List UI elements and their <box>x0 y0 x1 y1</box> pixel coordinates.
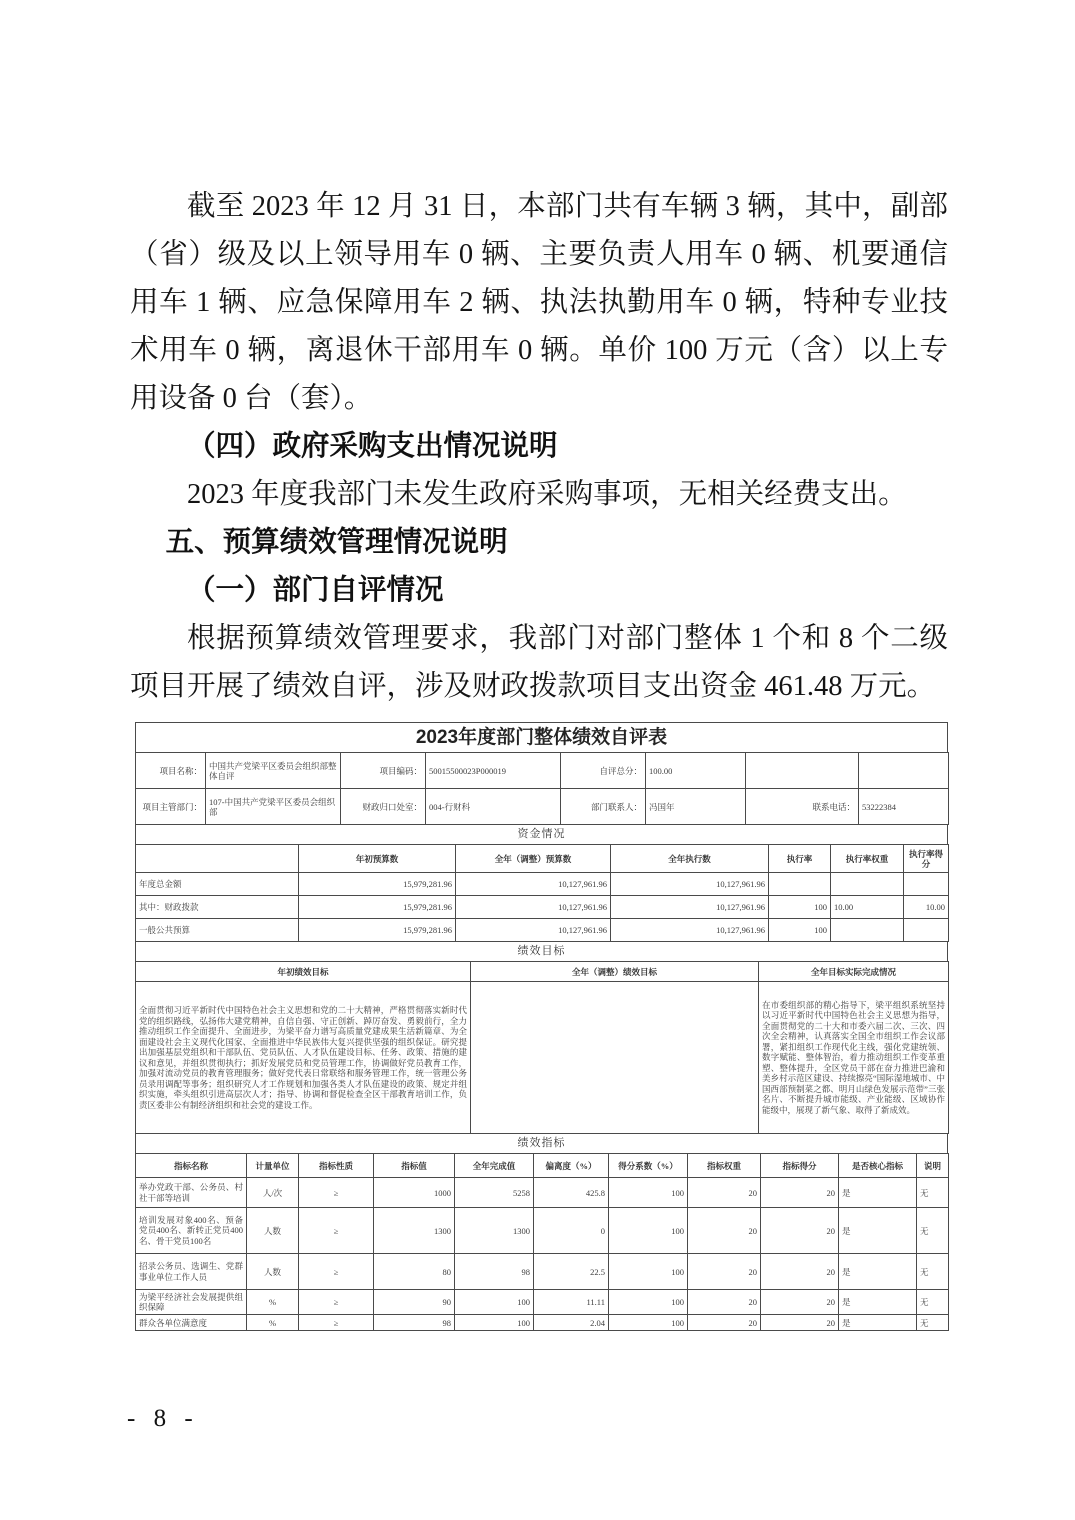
rate-score <box>904 919 949 942</box>
page-number: - 8 - <box>127 1405 199 1432</box>
paragraph-self-eval: 根据预算绩效管理要求，我部门对部门整体 1 个和 8 个二级项目开展了绩效自评，涉及财政拨款项目支出资金 461.48 万元。 <box>130 623 948 702</box>
goals-section-banner: 绩效目标 <box>135 942 948 961</box>
goals-header: 全年目标实际完成情况 <box>759 962 949 982</box>
project-code-value: 50015500023P000019 <box>426 753 561 789</box>
indicator-note: 无 <box>917 1254 949 1290</box>
indicator-coefficient: 100 <box>609 1290 688 1315</box>
funds-row-label: 其中：财政拨款 <box>136 896 299 919</box>
indicator-target: 1000 <box>374 1178 455 1208</box>
indicator-target: 90 <box>374 1290 455 1315</box>
dept-label: 项目主管部门： <box>136 789 206 825</box>
indicator-coefficient: 100 <box>609 1254 688 1290</box>
execution-rate: 100 <box>769 896 831 919</box>
indicator-completed: 5258 <box>455 1178 534 1208</box>
indicator-target: 1300 <box>374 1208 455 1254</box>
funds-row-label: 一般公共预算 <box>136 919 299 942</box>
indicator-name: 为梁平经济社会发展提供组织保障 <box>136 1290 247 1315</box>
self-evaluation-table <box>135 722 948 1331</box>
indicator-nature: ≥ <box>299 1254 374 1290</box>
contact-label: 部门联系人： <box>561 789 646 825</box>
initial-goal-text: 全面贯彻习近平新时代中国特色社会主义思想和党的二十大精神，严格贯彻落实新时代党的组织路线，弘扬伟大建党精神，自信自强、守正创新、踔厉奋发、勇毅前行，全力推动组织工作全面提升、全面进步，为梁平奋力谱写高质量党建成果生活新篇章、为全面建设社会主义现代化国家、全面推进中华民族伟大复兴提供坚强的组织保证。研究提出加强基层党组织和干部队伍、党员队伍、人才队伍建设目标、任务、政策、措施的建议和意见，并组织贯彻执行；抓好发展党员和党员管理工作，协调做好党员教育工作，加强对流动党员的教育管理服务；做好党代表日常联络和服务管理工作，统一管理公务员录用调配等事务；组织研究人才工作规划和加强各类人才队伍建设的政策、规定并组织实施，牵头组织引进高层次人才；指导、协调和督促检查全区干部教育培训工作，负责区委非公有制经济组织和社会党的建设工作。 <box>136 982 471 1134</box>
actual-completion-text: 在市委组织部的精心指导下，梁平组织系统坚持以习近平新时代中国特色社会主义思想为指导，全面贯彻党的二十大和市委六届二次、三次、四次全会精神，认真落实全国全市组织工作会议部署，紧扣组织工作现代化主线，强化党建统领、数字赋能、整体智治，着力推动组织工作变革重塑、整体提升，全区党员干部在奋力推进巴渝和美乡村示范区建设、持续擦亮“国际湿地城市、中国西部预制菜之都、明月山绿色发展示范带”三张名片、不断提升城市能级、产业能级、区域协作能级中，展现了新气象、取得了新成效。 <box>759 982 949 1134</box>
adjusted-budget: 10,127,961.96 <box>456 919 611 942</box>
self-score-value: 100.00 <box>646 753 746 789</box>
indicators-section-banner: 绩效指标 <box>135 1134 948 1153</box>
initial-budget: 15,979,281.96 <box>299 896 456 919</box>
indicator-note: 无 <box>917 1178 949 1208</box>
indicator-weight: 20 <box>688 1254 761 1290</box>
rate-score <box>904 873 949 896</box>
heading-self-eval: （一）部门自评情况 <box>187 575 444 606</box>
indicator-nature: ≥ <box>299 1178 374 1208</box>
indicator-completed: 100 <box>455 1290 534 1315</box>
indicator-deviation: 22.5 <box>534 1254 609 1290</box>
indicator-row <box>136 1254 949 1290</box>
funds-header <box>136 845 299 873</box>
indicator-deviation: 0 <box>534 1208 609 1254</box>
executed-amount: 10,127,961.96 <box>611 873 769 896</box>
indicator-header: 是否核心指标 <box>839 1154 917 1178</box>
indicator-header: 指标值 <box>374 1154 455 1178</box>
indicator-header: 指标权重 <box>688 1154 761 1178</box>
indicator-is-core: 是 <box>839 1208 917 1254</box>
dept-value: 107-中国共产党梁平区委员会组织部 <box>206 789 341 825</box>
initial-budget: 15,979,281.96 <box>299 873 456 896</box>
phone-value: 53222384 <box>859 789 949 825</box>
goals-header: 年初绩效目标 <box>136 962 471 982</box>
execution-rate: 100 <box>769 919 831 942</box>
table-title: 2023年度部门整体绩效自评表 <box>135 722 948 752</box>
indicator-score: 20 <box>761 1290 839 1315</box>
heading-procurement: （四）政府采购支出情况说明 <box>187 431 558 462</box>
indicator-header: 说明 <box>917 1154 949 1178</box>
indicator-row <box>136 1290 949 1315</box>
indicator-completed: 100 <box>455 1315 534 1331</box>
indicator-score: 20 <box>761 1315 839 1331</box>
indicator-name: 招录公务员、选调生、党群事业单位工作人员 <box>136 1254 247 1290</box>
indicator-nature: ≥ <box>299 1290 374 1315</box>
initial-budget: 15,979,281.96 <box>299 919 456 942</box>
indicator-coefficient: 100 <box>609 1208 688 1254</box>
indicators-grid <box>135 1153 949 1331</box>
phone-label: 联系电话： <box>746 789 859 825</box>
funds-header: 年初预算数 <box>299 845 456 873</box>
rate-weight <box>831 873 904 896</box>
indicator-header: 得分系数（%） <box>609 1154 688 1178</box>
funds-row-general <box>136 919 949 942</box>
indicator-is-core: 是 <box>839 1290 917 1315</box>
indicator-target: 98 <box>374 1315 455 1331</box>
indicator-deviation: 425.8 <box>534 1178 609 1208</box>
indicator-row <box>136 1315 949 1331</box>
project-name-value: 中国共产党梁平区委员会组织部整体自评 <box>206 753 341 789</box>
empty-cell <box>859 753 949 789</box>
indicator-completed: 1300 <box>455 1208 534 1254</box>
funds-header: 执行率得分 <box>904 845 949 873</box>
funds-row-fiscal <box>136 896 949 919</box>
paragraph-procurement: 2023 年度我部门未发生政府采购事项，无相关经费支出。 <box>187 479 907 510</box>
indicator-unit: % <box>247 1315 299 1331</box>
indicator-target: 80 <box>374 1254 455 1290</box>
adjusted-budget: 10,127,961.96 <box>456 896 611 919</box>
indicator-row <box>136 1178 949 1208</box>
rate-weight <box>831 919 904 942</box>
project-info-grid <box>135 752 949 825</box>
indicator-name: 举办党政干部、公务员、村社干部等培训 <box>136 1178 247 1208</box>
indicator-weight: 20 <box>688 1178 761 1208</box>
indicator-unit: % <box>247 1290 299 1315</box>
funds-header: 执行率 <box>769 845 831 873</box>
indicator-weight: 20 <box>688 1315 761 1331</box>
indicator-weight: 20 <box>688 1208 761 1254</box>
project-name-label: 项目名称： <box>136 753 206 789</box>
indicator-name: 培训发展对象400名、预备党员400名、新转正党员400名、骨干党员100名 <box>136 1208 247 1254</box>
indicator-is-core: 是 <box>839 1315 917 1331</box>
indicator-coefficient: 100 <box>609 1178 688 1208</box>
finance-office-label: 财政归口处室： <box>341 789 426 825</box>
indicator-weight: 20 <box>688 1290 761 1315</box>
indicator-note: 无 <box>917 1208 949 1254</box>
indicator-header: 指标名称 <box>136 1154 247 1178</box>
indicator-unit: 人数 <box>247 1208 299 1254</box>
funds-header: 全年（调整）预算数 <box>456 845 611 873</box>
indicator-score: 20 <box>761 1178 839 1208</box>
funds-header: 全年执行数 <box>611 845 769 873</box>
indicator-header: 指标得分 <box>761 1154 839 1178</box>
indicator-score: 20 <box>761 1208 839 1254</box>
indicator-is-core: 是 <box>839 1178 917 1208</box>
indicator-completed: 98 <box>455 1254 534 1290</box>
indicator-row <box>136 1208 949 1254</box>
funds-row-total <box>136 873 949 896</box>
finance-office-value: 004-行财科 <box>426 789 561 825</box>
indicator-header: 偏离度（%） <box>534 1154 609 1178</box>
funds-grid <box>135 844 949 942</box>
contact-value: 冯国年 <box>646 789 746 825</box>
indicator-note: 无 <box>917 1290 949 1315</box>
execution-rate <box>769 873 831 896</box>
indicator-deviation: 2.04 <box>534 1315 609 1331</box>
indicator-score: 20 <box>761 1254 839 1290</box>
rate-score: 10.00 <box>904 896 949 919</box>
indicator-nature: ≥ <box>299 1208 374 1254</box>
paragraph-vehicles: 截至 2023 年 12 月 31 日，本部门共有车辆 3 辆，其中，副部（省）级及以上领导用车 0 辆、主要负责人用车 0 辆、机要通信用车 1 辆、应急保障用车 2 辆、执法执勤用车 0 辆，特种专业技术用车 0 辆，离退休干部用车 0 辆。单价 100 万元（含）以上专用设备 0 台（套）。 <box>130 191 948 414</box>
goals-header: 全年（调整）绩效目标 <box>471 962 759 982</box>
rate-weight: 10.00 <box>831 896 904 919</box>
indicator-unit: 人/次 <box>247 1178 299 1208</box>
funds-row-label: 年度总金额 <box>136 873 299 896</box>
indicator-header: 指标性质 <box>299 1154 374 1178</box>
adjusted-goal-text <box>471 982 759 1134</box>
indicator-is-core: 是 <box>839 1254 917 1290</box>
indicator-coefficient: 100 <box>609 1315 688 1331</box>
funds-header: 执行率权重 <box>831 845 904 873</box>
empty-cell <box>746 753 859 789</box>
heading-performance: 五、预算绩效管理情况说明 <box>165 527 508 558</box>
executed-amount: 10,127,961.96 <box>611 896 769 919</box>
indicator-nature: ≥ <box>299 1315 374 1331</box>
indicator-name: 群众各单位满意度 <box>136 1315 247 1331</box>
indicator-unit: 人数 <box>247 1254 299 1290</box>
indicator-header: 全年完成值 <box>455 1154 534 1178</box>
indicator-header: 计量单位 <box>247 1154 299 1178</box>
adjusted-budget: 10,127,961.96 <box>456 873 611 896</box>
project-code-label: 项目编码： <box>341 753 426 789</box>
document-body <box>130 183 948 711</box>
self-score-label: 自评总分： <box>561 753 646 789</box>
indicator-note: 无 <box>917 1315 949 1331</box>
goals-grid <box>135 961 949 1134</box>
funds-section-banner: 资金情况 <box>135 825 948 844</box>
executed-amount: 10,127,961.96 <box>611 919 769 942</box>
indicator-deviation: 11.11 <box>534 1290 609 1315</box>
